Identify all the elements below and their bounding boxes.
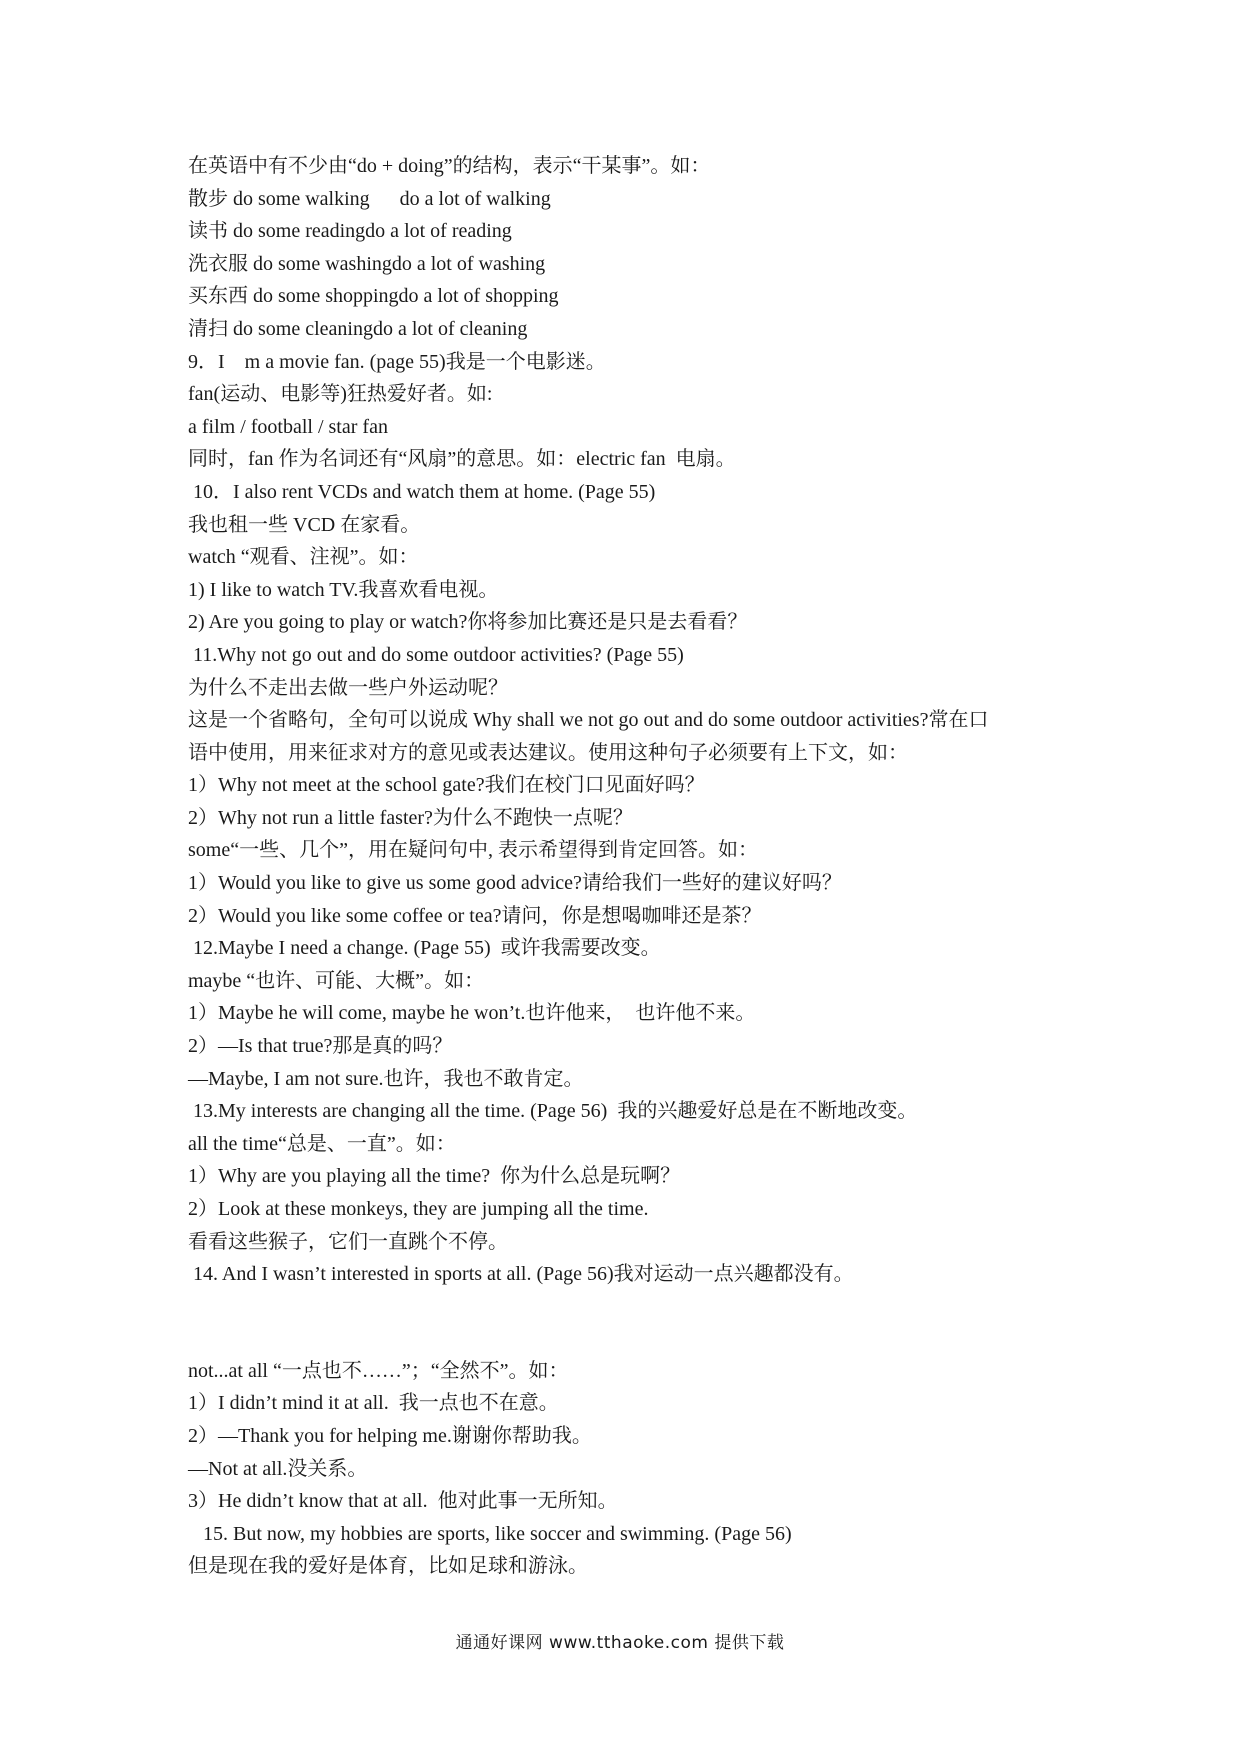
text-line: 洗衣服 do some washingdo a lot of washing bbox=[188, 252, 546, 275]
text-line: watch “观看、注视”。如： bbox=[188, 546, 419, 569]
text-line: 语中使用，用来征求对方的意见或表达建议。使用这种句子必须要有上下文，如： bbox=[188, 741, 908, 764]
text-line: maybe “也许、可能、大概”。如： bbox=[188, 969, 485, 992]
text-line: —Not at all.没关系。 bbox=[188, 1457, 368, 1480]
text-line: 同时，fan 作为名词还有“风扇”的意思。如：electric fan 电扇。 bbox=[188, 448, 736, 471]
text-line: 2）Look at these monkeys, they are jumping all the time. bbox=[188, 1198, 649, 1220]
text-line: 看看这些猴子，它们一直跳个不停。 bbox=[188, 1230, 508, 1253]
text-line: 2）—Thank you for helping me.谢谢你帮助我。 bbox=[188, 1424, 592, 1447]
text-line: 1）Would you like to give us some good advice?请给我们一些好的建议好吗？ bbox=[188, 872, 842, 895]
text-line: 2）Why not run a little faster?为什么不跑快一点呢？ bbox=[188, 806, 633, 829]
text-line: 散步 do some walking do a lot of walking bbox=[188, 187, 551, 210]
text-line: 1）Maybe he will come, maybe he won’t.也许他来， 也许他不来。 bbox=[188, 1002, 756, 1025]
text-line: 但是现在我的爱好是体育，比如足球和游泳。 bbox=[188, 1555, 588, 1578]
text-line: 2) Are you going to play or watch?你将参加比赛还是只是去看看？ bbox=[188, 611, 748, 634]
text-line: 9．I m a movie fan. (page 55)我是一个电影迷。 bbox=[188, 350, 606, 373]
text-line: 这是一个省略句，全句可以说成 Why shall we not go out and do some outdoor activities?常在口 bbox=[188, 709, 989, 732]
text-line: 1）Why are you playing all the time? 你为什么总是玩啊？ bbox=[188, 1165, 681, 1188]
text-line: fan(运动、电影等)狂热爱好者。如: bbox=[188, 383, 493, 406]
text-line: 2）—Is that true?那是真的吗？ bbox=[188, 1035, 453, 1058]
text-line: a film / football / star fan bbox=[188, 415, 388, 438]
text-line: 1) I like to watch TV.我喜欢看电视。 bbox=[188, 578, 499, 601]
text-line: all the time“总是、一直”。如： bbox=[188, 1132, 456, 1155]
text-line: 读书 do some readingdo a lot of reading bbox=[188, 220, 512, 243]
document-body bbox=[188, 150, 1088, 1583]
text-line: 为什么不走出去做一些户外运动呢？ bbox=[188, 676, 508, 699]
text-line: 10．I also rent VCDs and watch them at home. (Page 55) bbox=[188, 480, 656, 503]
text-line: 13.My interests are changing all the time. (Page 56) 我的兴趣爱好总是在不断地改变。 bbox=[188, 1100, 918, 1123]
text-line: 11.Why not go out and do some outdoor activities? (Page 55) bbox=[188, 643, 684, 666]
text-line: not...at all “一点也不……”；“全然不”。如： bbox=[188, 1359, 569, 1382]
text-block-2 bbox=[188, 1355, 1088, 1583]
text-line: 2）Would you like some coffee or tea?请问，你是想喝咖啡还是茶？ bbox=[188, 904, 762, 927]
text-line: 14. And I wasn’t interested in sports at all. (Page 56)我对运动一点兴趣都没有。 bbox=[188, 1263, 854, 1286]
text-line: 12.Maybe I need a change. (Page 55) 或许我需要改变。 bbox=[188, 937, 661, 960]
text-line: 1）Why not meet at the school gate?我们在校门口见面好吗？ bbox=[188, 774, 705, 797]
text-line: some“一些、几个”，用在疑问句中, 表示希望得到肯定回答。如： bbox=[188, 839, 758, 862]
text-line: 我也租一些 VCD 在家看。 bbox=[188, 513, 421, 536]
page-footer: 通通好课网 www.tthaoke.com 提供下载 bbox=[455, 1633, 785, 1653]
text-block-1 bbox=[188, 150, 1088, 1291]
text-line: 1）I didn’t mind it at all. 我一点也不在意。 bbox=[188, 1392, 559, 1415]
paragraph-gap bbox=[188, 1291, 1088, 1355]
text-line: 3）He didn’t know that at all. 他对此事一无所知。 bbox=[188, 1490, 618, 1513]
text-line: 在英语中有不少由“do + doing”的结构，表示“干某事”。如： bbox=[188, 155, 711, 177]
text-line: 清扫 do some cleaningdo a lot of cleaning bbox=[188, 317, 528, 340]
text-line: 15. But now, my hobbies are sports, like soccer and swimming. (Page 56) bbox=[188, 1522, 792, 1545]
text-line: —Maybe, I am not sure.也许，我也不敢肯定。 bbox=[188, 1067, 584, 1090]
text-line: 买东西 do some shoppingdo a lot of shopping bbox=[188, 285, 559, 308]
